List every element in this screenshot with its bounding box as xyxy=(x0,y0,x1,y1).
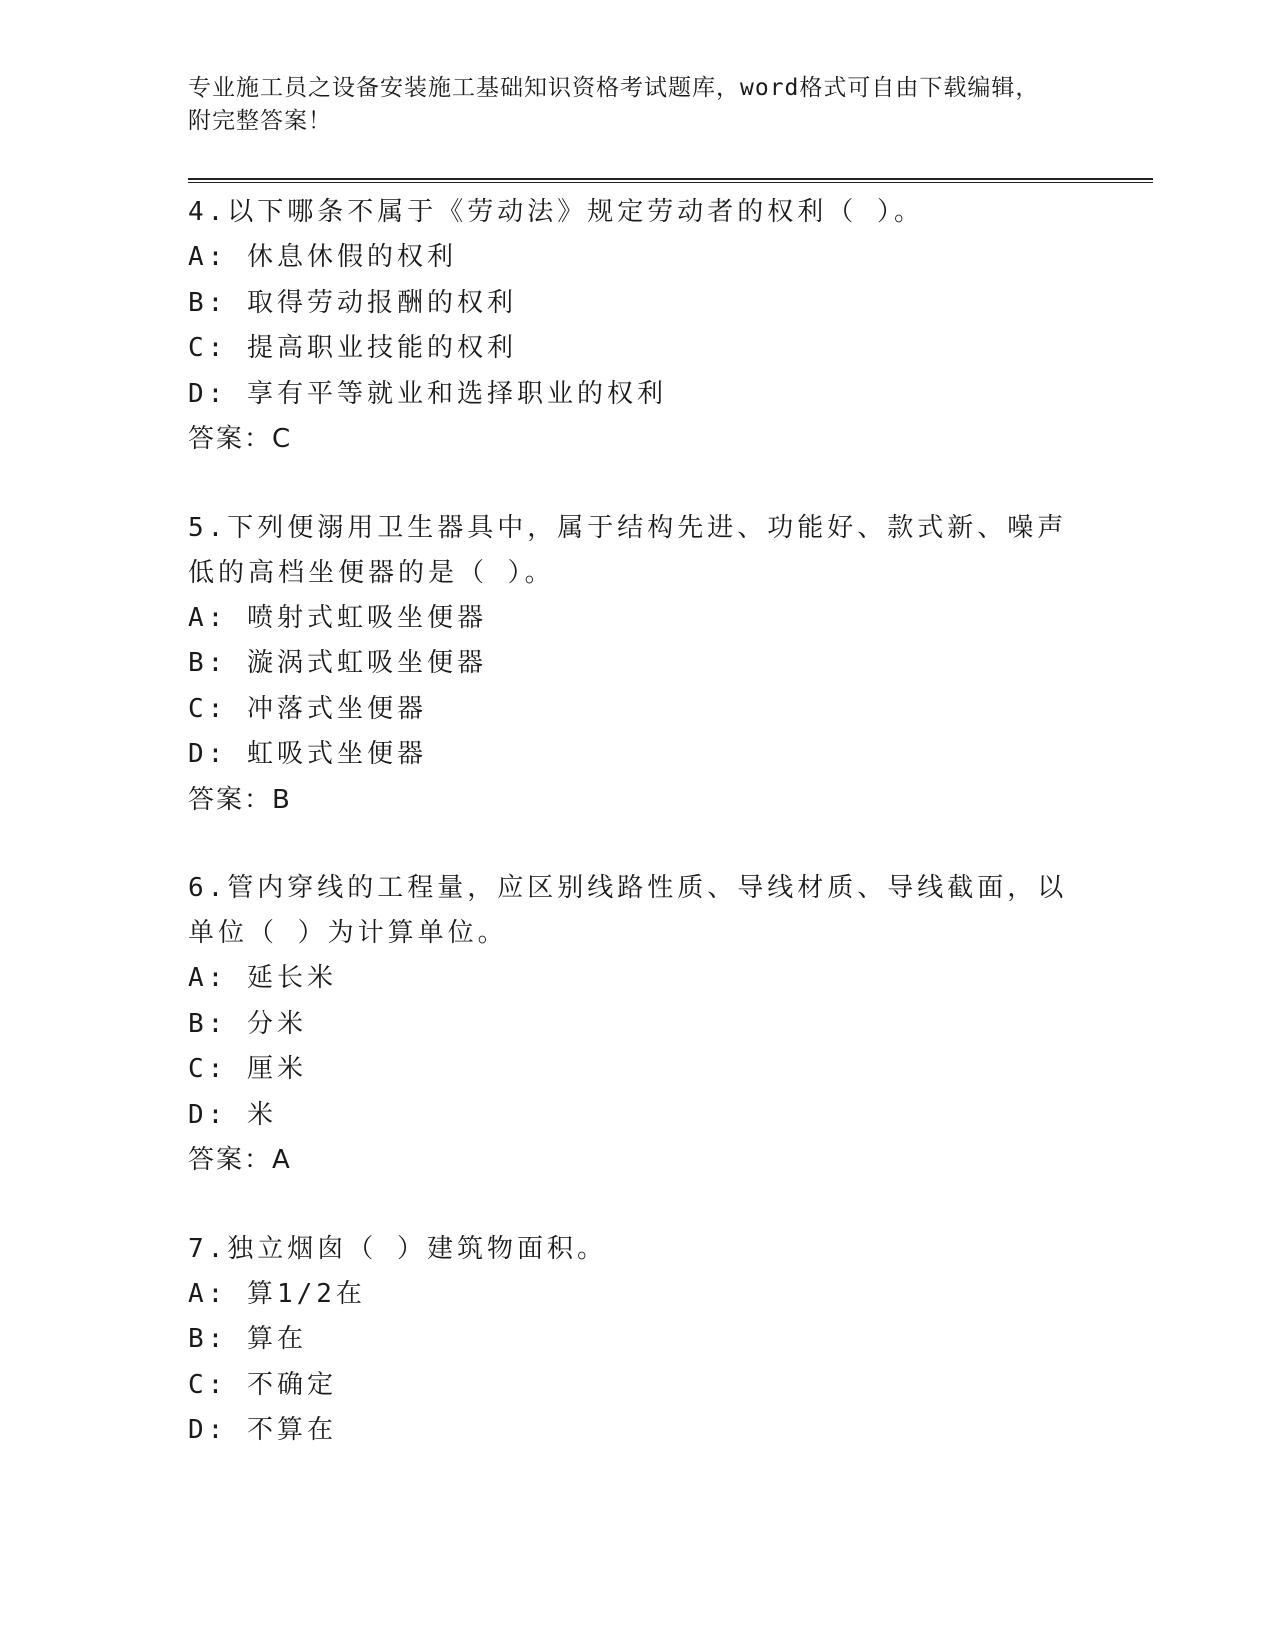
answer: 答案：C xyxy=(188,424,293,454)
option-a: A: 延长米 xyxy=(188,963,337,993)
option-c: C: 提高职业技能的权利 xyxy=(188,333,517,363)
question-list xyxy=(188,190,1088,1497)
option-d: D: 不算在 xyxy=(188,1415,337,1445)
question-4 xyxy=(188,190,1088,463)
option-d: D: 米 xyxy=(188,1099,277,1130)
option-c: C: 冲落式坐便器 xyxy=(188,693,427,724)
header-line-2: 附完整答案！ xyxy=(188,108,332,134)
question-7 xyxy=(188,1227,1088,1454)
option-b: B: 漩涡式虹吸坐便器 xyxy=(188,648,487,678)
question-stem: 7.独立烟囱（ ）建筑物面积。 xyxy=(188,1233,607,1264)
option-c: C: 不确定 xyxy=(188,1369,337,1400)
option-d: D: 享有平等就业和选择职业的权利 xyxy=(188,378,667,409)
question-stem: 5.下列便溺用卫生器具中，属于结构先进、功能好、款式新、噪声低的高档坐便器的是（ ）。 xyxy=(188,512,1068,588)
header-line-1: 专业施工员之设备安装施工基础知识资格考试题库，word格式可自由下载编辑， xyxy=(188,75,1040,101)
option-b: B: 取得劳动报酬的权利 xyxy=(188,287,517,318)
header-divider xyxy=(188,178,1153,183)
question-stem: 6.管内穿线的工程量，应区别线路性质、导线材质、导线截面，以单位（ ）为计算单位。 xyxy=(188,873,1068,948)
question-5 xyxy=(188,506,1088,824)
answer: 答案：B xyxy=(188,784,292,815)
option-a: A: 喷射式虹吸坐便器 xyxy=(188,602,487,633)
option-a: A: 算1/2在 xyxy=(188,1278,366,1309)
option-c: C: 厘米 xyxy=(188,1054,307,1084)
document-header xyxy=(188,72,1088,138)
question-6 xyxy=(188,866,1088,1184)
option-a: A: 休息休假的权利 xyxy=(188,242,457,272)
option-b: B: 分米 xyxy=(188,1008,307,1039)
option-b: B: 算在 xyxy=(188,1324,307,1354)
question-stem: 4.以下哪条不属于《劳动法》规定劳动者的权利（ ）。 xyxy=(188,197,924,227)
option-d: D: 虹吸式坐便器 xyxy=(188,739,427,769)
answer: 答案：A xyxy=(188,1145,292,1175)
